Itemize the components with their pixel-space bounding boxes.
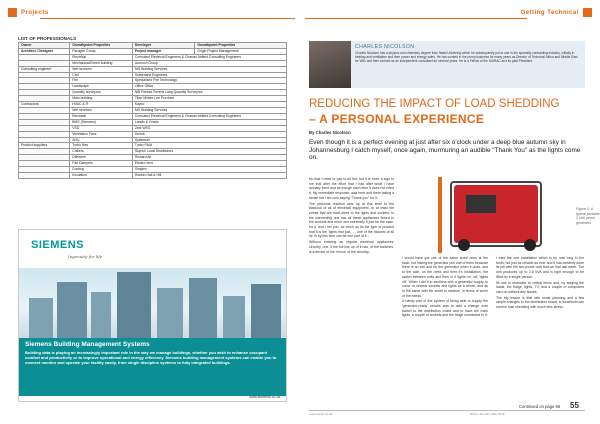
advert-headline: Siemens Building Management Systems (25, 341, 150, 348)
table-cell: Kayco (132, 102, 286, 108)
table-header-cell: Growthpoint Properties (70, 43, 133, 49)
footer-website: www.sairac.co.za (309, 412, 333, 416)
paragraph: Without entering as regular electrical appliances' circuitry, one, if the full line up of it has, of the switches, is a device of the 'nexus' of the circuitry... (309, 240, 394, 254)
table-cell: Contractors (19, 102, 70, 108)
table-header-cell: Developer (132, 43, 195, 49)
table-cell: Electrical (70, 113, 133, 119)
table-cell: Insulation (70, 172, 133, 178)
footer-rule (309, 410, 585, 411)
table-cell: Turbo flow (70, 143, 133, 149)
table-cell: Fire (70, 78, 133, 84)
table-cell: Wet services (70, 66, 133, 72)
table-cell: Landis & Gravis (132, 119, 286, 125)
table-cell: Product suppliers (19, 143, 70, 149)
table-cell: Origin Project Management (195, 48, 287, 54)
table-cell: NiB Pentad Torrens Lang Quantity Surveyors (132, 90, 286, 96)
table-cell: Wet services (70, 107, 133, 113)
section-label-right (521, 8, 592, 17)
building-shape (223, 296, 245, 338)
continued-note: Continued on page 56 (519, 404, 561, 409)
building-shape (29, 298, 53, 338)
section-name-left: Projects (21, 9, 49, 16)
author-bio: Charles Nicolson has a physics and chemistry degree from Natal University which he subsequently put to use in the specialty contracting industry, initially in heating and ventilation and then power and energy sales. He has worked in the pump business for many years as Director of Technical Africa and Middle East for Wilo and then worked as an independent consultant for several years. He is a Fellow of the SAIRAC and its past President. (355, 51, 578, 63)
table-cell: Dunnir (132, 131, 286, 137)
table-cell: BMS (Siemens) (70, 119, 133, 125)
generator-control-panel (466, 195, 496, 213)
table-cell: Civil (70, 72, 133, 78)
table-cell: Quantity surveyors (70, 90, 133, 96)
article-byline: By Charles Nicolson (309, 130, 351, 135)
table-cell: Office Office (132, 84, 286, 90)
section-name-right: Getting Technical (520, 9, 579, 16)
generator-figure (402, 177, 572, 253)
table-cell: Consulect Electrical Engineers & Chanan Airfield Consulting Engineers (132, 113, 286, 119)
article-intro: Even though it is a perfect evening at just after six o'clock under a deep blue autumn sky in Johannesburg I catch myself, once again, murmuring an audible "Thank You" as the lights come on. (309, 139, 581, 162)
siemens-advert[interactable] (18, 229, 287, 402)
generator-body (454, 185, 538, 243)
paragraph: No that I need or pay to do but, but it is more a sign to me that after the effort that I had after what I have actually fixed and as though each time it does not need it. My immediate response, was here and there taking a sense but I am now saying "Thank you" for it. (309, 177, 394, 200)
table-cell: Simplex (132, 167, 286, 173)
table-cell: Ventilation Fans (70, 131, 133, 137)
article-title-line2: – A PERSONAL EXPERIENCE (309, 112, 485, 126)
table-cell: Electrical (70, 54, 133, 60)
header-rule-right (305, 18, 527, 19)
table-header-cell: Owner (19, 43, 70, 49)
building-skyline-image (19, 268, 287, 338)
paragraph: I would have got one of the same sized ones at the back, not having the generator pull one of them because there is an exit and for the generator when it does, and to the side, on the need and then it's installation, the switch between units and then in it 'lights on', off, 'lights off'. When I did it in sections with a generator supply to some or several sockets and lights as a whole, and as to the same with the small to medium, in terms of some of the needs. (402, 256, 488, 298)
table-cell: Ducting (70, 167, 133, 173)
header-rule-left (40, 18, 295, 19)
section-label-left (8, 8, 49, 17)
table-cell: Specialised Fire Technology (132, 78, 286, 84)
generator-wheel (524, 239, 536, 251)
table-cell: Diffusers (70, 155, 133, 161)
table-cell: Aurecon Group (132, 60, 286, 66)
article-column-1 (309, 177, 394, 255)
table-cell: Mechanical/Green building (70, 60, 133, 66)
building-shape (57, 282, 87, 338)
table-cell: Fan Dampers (70, 161, 133, 167)
table-cell: AHU (70, 137, 133, 143)
paragraph: I tried the one installation which is by now long in the tooth, but just as reliable as ever and it has certainly done its job with the two power cuts that we had last week. The unit produces up to 2.8 kVA and is light enough to be lifted by a single person. (496, 256, 584, 279)
page-header (0, 0, 600, 26)
table-title: LIST OF PROFESSIONALS (18, 36, 77, 41)
section-square-icon (583, 8, 592, 17)
building-shape (157, 288, 183, 338)
building-shape (251, 284, 281, 338)
section-square-icon (8, 8, 17, 17)
table-cell: MG Building Services (132, 107, 286, 113)
table-cell: Tiber Midtex Lee Province (132, 96, 286, 102)
professionals-table (18, 42, 287, 179)
table-cell: VSD (70, 125, 133, 131)
advert-text-band (19, 338, 287, 396)
paragraph: The personal reaction sets up at this level to the blackout of all of electrical equipment, or at least the extras that are hard-wired to the lights and sockets, in the intervening one has all these appliances linked to the sockets and more and extremely if just be the case, for it, and I tell you, as much as its the type of product that it is the 'lights that just, ..., one of the trickiest of all its, is by this time can be one part of it... (309, 201, 394, 239)
siemens-logo: SIEMENS (31, 239, 85, 251)
table-cell: Landscape (70, 84, 133, 90)
building-shape (91, 292, 111, 338)
article-column-2 (402, 256, 488, 319)
advert-body: Building data is playing an increasingly important role in the way we manage buildings, whether you wish to enhance occupant comfort and productivity or to improve operational and energy efficiency. Siemens building management systems can enable you to connect monitor and operate your facility easily, from single discipline systems to fully integrated buildings. (25, 350, 277, 365)
article-column-3 (496, 256, 584, 311)
table-cell: Sutherland Engineers (132, 72, 286, 78)
table-row (19, 172, 287, 178)
table-cell: HVAC & R (70, 102, 133, 108)
table-cell: Main building (70, 96, 133, 102)
table-cell: Chillers (70, 149, 133, 155)
table-cell: Consulting engineer (19, 66, 70, 72)
table-cell: Robbin Hall & Hill (132, 172, 286, 178)
page-number: 55 (570, 401, 579, 410)
table-cell: Skyrich Local Distributors (132, 149, 286, 155)
table-body (19, 48, 287, 178)
table-cell: Architect / Designer (19, 48, 70, 54)
table-cell: MG Building Services (132, 66, 286, 72)
building-shape (117, 272, 151, 338)
author-photo (309, 41, 351, 88)
table-cell: Zest WEG (132, 125, 286, 131)
paragraph: The big lesson is that with some planning and a few simple changes to the distribution board, a household can survive load shedding with much less stress. (496, 295, 584, 310)
advert-url-link[interactable]: www.siemens.co.za (249, 395, 280, 399)
table-header-cell: Growthpoint Properties (195, 43, 287, 49)
paragraph: Its use is restricted to critical items and, by staging the loads, the fridge, lights, TV, and a couple of computers can run without any issues. (496, 280, 584, 294)
table-cell: Electro vent (132, 161, 286, 167)
table-cell: Project manager (132, 48, 195, 54)
table-cell: Consulect Electrical Engineers & Chanan Airfield Consulting Engineers (132, 54, 286, 60)
table-cell: Richard Air (132, 155, 286, 161)
footer-issue: RACA Journal | May 2019 (470, 412, 505, 416)
article-title-line1: REDUCING THE IMPACT OF LOAD SHEDDING (309, 98, 560, 110)
generator-wheel (458, 239, 470, 251)
figure-accent-bar (438, 177, 442, 253)
building-shape (189, 278, 217, 338)
table-cell (19, 172, 70, 178)
siemens-tagline: Ingenuity for life (68, 254, 103, 259)
table-cell: Systemair (132, 137, 286, 143)
author-box (309, 41, 585, 88)
table-cell: Turbo Fluid (132, 143, 286, 149)
paragraph: A handy part of the system of being able to supply the 'generator-ready' circuits was to add a change over switch to the distribution board and to have the main lights, a couple of sockets and the fridge connected to it. (402, 299, 488, 318)
table-cell: Paragon Group (70, 48, 133, 54)
author-name: CHARLES NICOLSON (355, 44, 415, 50)
figure-caption: Figure 1: A typical portable 2 kVA petrol generator. (576, 207, 600, 225)
